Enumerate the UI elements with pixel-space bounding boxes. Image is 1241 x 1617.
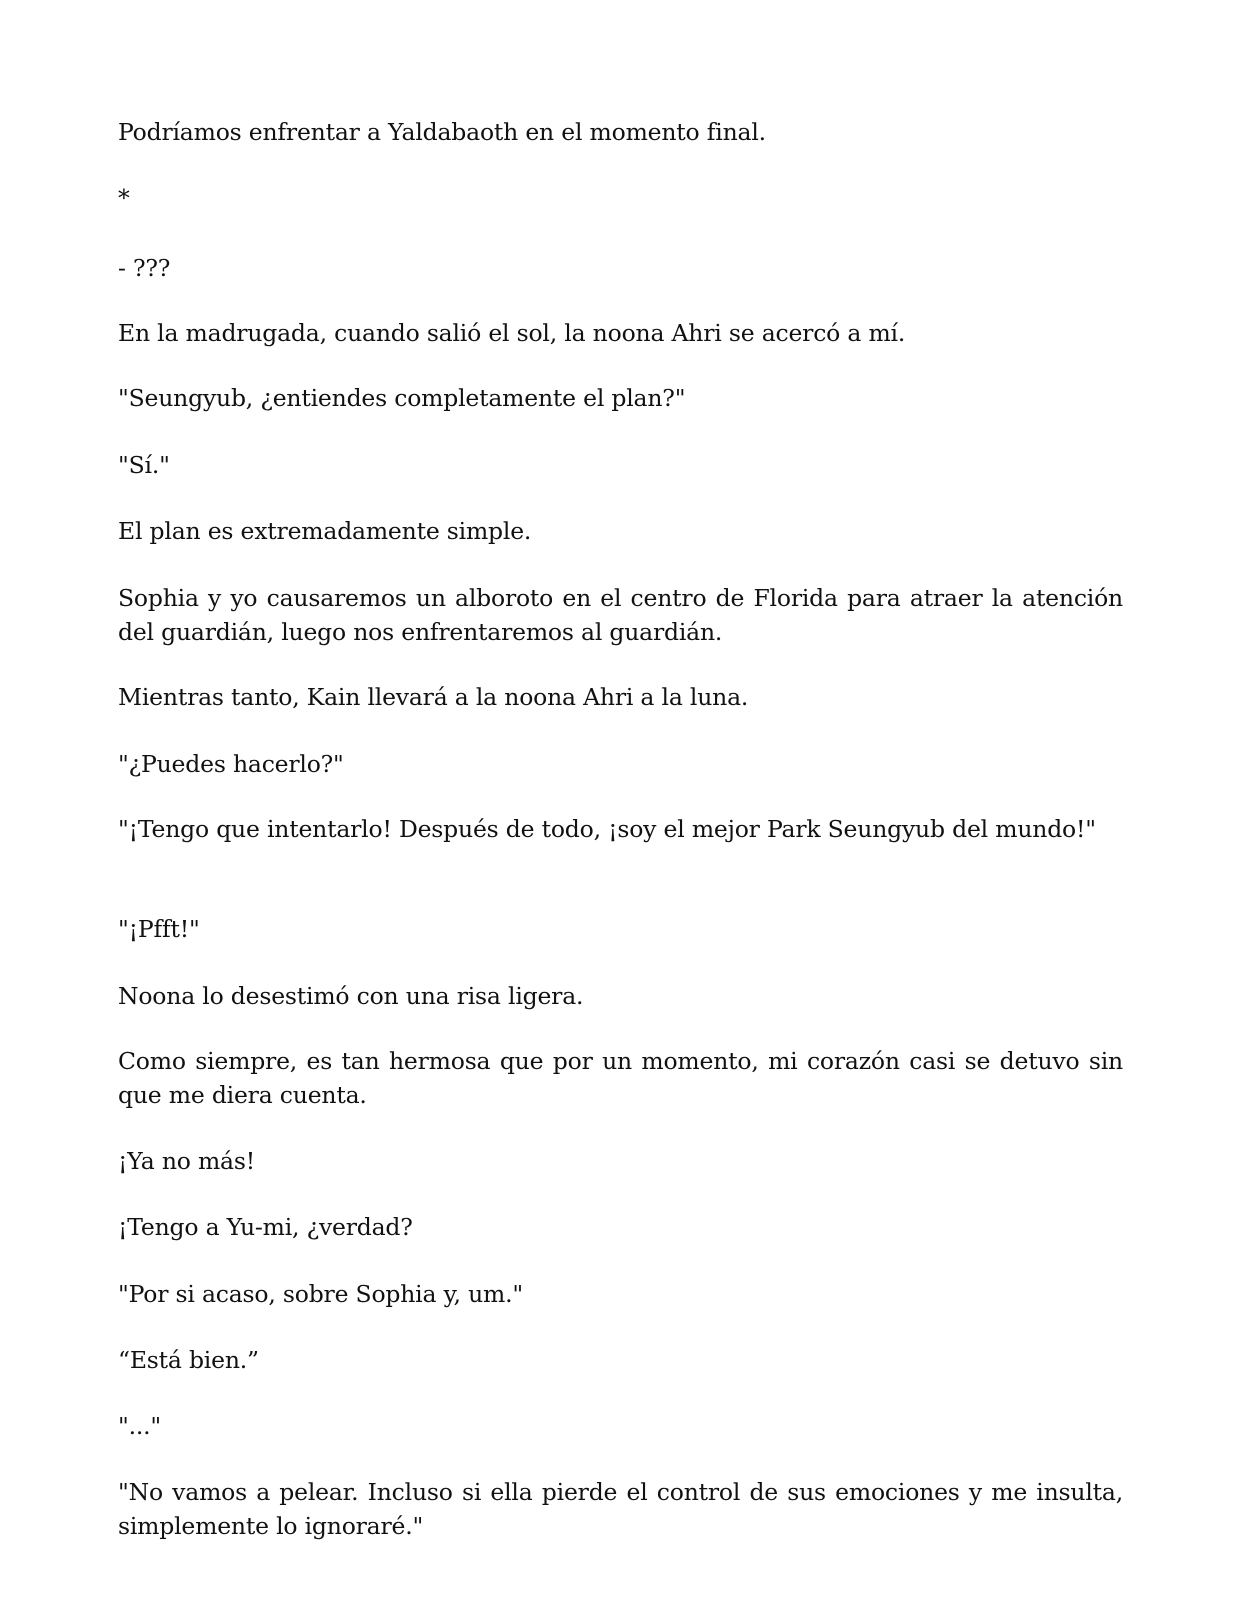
paragraph-17: "Por si acaso, sobre Sophia y, um.": [118, 1280, 523, 1308]
paragraph-6: "Sí.": [118, 451, 170, 479]
paragraph-3: - ???: [118, 254, 171, 282]
paragraph-1: Podríamos enfrentar a Yaldabaoth en el momento final.: [118, 118, 766, 146]
paragraph-10: "¿Puedes hacerlo?": [118, 750, 344, 778]
paragraph-14: Como siempre, es tan hermosa que por un momento, mi corazón casi se detuvo sin que me diera cuenta.: [118, 1047, 1123, 1109]
paragraph-7: El plan es extremadamente simple.: [118, 517, 532, 545]
paragraph-20: "No vamos a pelear. Incluso si ella pierde el control de sus emociones y me insulta, simplemente lo ignoraré.": [118, 1478, 1123, 1540]
paragraph-16: ¡Tengo a Yu-mi, ¿verdad?: [118, 1213, 413, 1241]
paragraph-11: "¡Tengo que intentarlo! Después de todo, ¡soy el mejor Park Seungyub del mundo!": [118, 815, 1096, 843]
paragraph-15: ¡Ya no más!: [118, 1147, 255, 1175]
paragraph-8: Sophia y yo causaremos un alboroto en el centro de Florida para atraer la atención del guardián, luego nos enfrentaremos al guardián.: [118, 584, 1123, 646]
paragraph-4: En la madrugada, cuando salió el sol, la noona Ahri se acercó a mí.: [118, 319, 906, 347]
paragraph-9: Mientras tanto, Kain llevará a la noona Ahri a la luna.: [118, 683, 749, 711]
scene-break-asterisk: *: [118, 184, 130, 212]
paragraph-13: Noona lo desestimó con una risa ligera.: [118, 982, 584, 1010]
paragraph-18: “Está bien.”: [118, 1346, 259, 1374]
paragraph-12: "¡Pfft!": [118, 915, 200, 943]
paragraph-5: "Seungyub, ¿entiendes completamente el plan?": [118, 384, 686, 412]
paragraph-19: "...": [118, 1412, 162, 1440]
